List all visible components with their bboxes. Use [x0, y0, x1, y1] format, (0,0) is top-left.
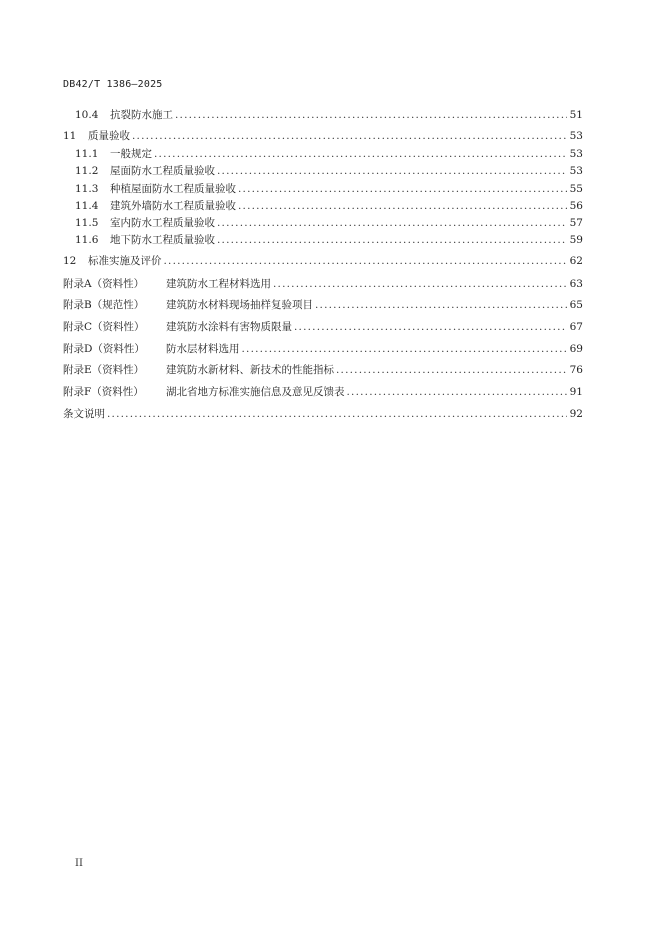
toc-entry-11[interactable]: [63, 129, 583, 143]
toc-entry-page: 57: [569, 217, 583, 229]
toc-entry-number: 附录F（资料性）: [63, 386, 144, 398]
toc-leader-dots: [294, 320, 567, 334]
toc-entry-appendix-c[interactable]: [63, 320, 583, 334]
toc-entry-appendix-a[interactable]: [63, 277, 583, 291]
toc-entry-title: 种植屋面防水工程质量验收: [110, 183, 236, 195]
toc-leader-dots: [273, 277, 567, 291]
toc-entry-appendix-f[interactable]: [63, 385, 583, 399]
toc-entry-page: 53: [569, 130, 583, 142]
toc-entry-title: 标准实施及评价: [88, 255, 162, 267]
toc-entry-page: 62: [569, 255, 583, 267]
toc-entry-number: 11.5: [75, 217, 99, 229]
toc-entry-11-4[interactable]: [63, 199, 583, 213]
toc-entry-10-4[interactable]: [63, 108, 583, 122]
toc-entry-number: 附录B（规范性）: [63, 299, 145, 311]
toc-entry-title: 一般规定: [110, 148, 152, 160]
toc-entry-title: 建筑外墙防水工程质量验收: [110, 200, 236, 212]
toc-leader-dots: [242, 342, 568, 356]
page-number: II: [75, 858, 83, 869]
toc-entry-11-6[interactable]: [63, 233, 583, 247]
toc-entry-appendix-d[interactable]: [63, 342, 583, 356]
toc-entry-page: 53: [569, 165, 583, 177]
toc-leader-dots: [315, 298, 567, 312]
toc-entry-number: 11: [63, 130, 77, 142]
toc-entry-page: 69: [569, 343, 583, 355]
toc-entry-number: 11.3: [75, 183, 99, 195]
toc-leader-dots: [238, 182, 567, 196]
toc-entry-title: 湖北省地方标准实施信息及意见反馈表: [166, 386, 345, 398]
toc-entry-title: 建筑防水新材料、新技术的性能指标: [166, 364, 334, 376]
toc-entry-page: 51: [569, 109, 583, 121]
toc-leader-dots: [347, 385, 568, 399]
toc-leader-dots: [217, 216, 567, 230]
toc-leader-dots: [238, 199, 567, 213]
toc-leader-dots: [164, 254, 568, 268]
toc-entry-title: 建筑防水工程材料选用: [166, 278, 271, 290]
toc-entry-number: 11.4: [75, 200, 99, 212]
toc-entry-title: 建筑防水涂料有害物质限量: [166, 321, 292, 333]
toc-entry-page: 59: [569, 234, 583, 246]
toc-entry-title: 条文说明: [63, 408, 105, 420]
toc-entry-appendix-e[interactable]: [63, 363, 583, 377]
toc-entry-title: 抗裂防水施工: [110, 109, 173, 121]
toc-entry-number: 12: [63, 255, 77, 267]
toc-leader-dots: [217, 233, 567, 247]
toc-entry-page: 76: [569, 364, 583, 376]
toc-entry-page: 67: [569, 321, 583, 333]
toc-leader-dots: [154, 147, 567, 161]
toc-entry-page: 91: [569, 386, 583, 398]
toc-entry-title: 屋面防水工程质量验收: [110, 165, 215, 177]
toc-entry-11-5[interactable]: [63, 216, 583, 230]
toc-entry-page: 53: [569, 148, 583, 160]
toc-entry-page: 63: [569, 278, 583, 290]
document-code: DB42/T 1386—2025: [63, 79, 163, 90]
toc-entry-number: 附录C（资料性）: [63, 321, 145, 333]
toc-entry-11-1[interactable]: [63, 147, 583, 161]
toc-entry-appendix-b[interactable]: [63, 298, 583, 312]
toc-entry-number: 11.6: [75, 234, 99, 246]
toc-leader-dots: [107, 407, 567, 421]
toc-entry-page: 65: [569, 299, 583, 311]
toc-leader-dots: [336, 363, 567, 377]
toc-entry-title: 地下防水工程质量验收: [110, 234, 215, 246]
toc-entry-number: 附录D（资料性）: [63, 343, 145, 355]
toc-leader-dots: [132, 129, 567, 143]
toc-entry-number: 10.4: [75, 109, 99, 121]
toc-entry-page: 56: [569, 200, 583, 212]
toc-entry-page: 92: [569, 408, 583, 420]
toc-leader-dots: [175, 108, 567, 122]
toc-entry-title: 防水层材料选用: [166, 343, 240, 355]
toc-entry-number: 附录A（资料性）: [63, 278, 145, 290]
toc-entry-title: 室内防水工程质量验收: [110, 217, 215, 229]
toc-entry-page: 55: [569, 183, 583, 195]
toc-entry-explanation[interactable]: [63, 407, 583, 421]
toc-entry-11-3[interactable]: [63, 182, 583, 196]
toc-entry-title: 建筑防水材料现场抽样复验项目: [166, 299, 313, 311]
toc-entry-number: 11.2: [75, 165, 99, 177]
toc-entry-12[interactable]: [63, 254, 583, 268]
toc-entry-title: 质量验收: [88, 130, 130, 142]
toc-entry-11-2[interactable]: [63, 164, 583, 178]
toc-entry-number: 附录E（资料性）: [63, 364, 145, 376]
toc-entry-number: 11.1: [75, 148, 99, 160]
toc-leader-dots: [217, 164, 567, 178]
